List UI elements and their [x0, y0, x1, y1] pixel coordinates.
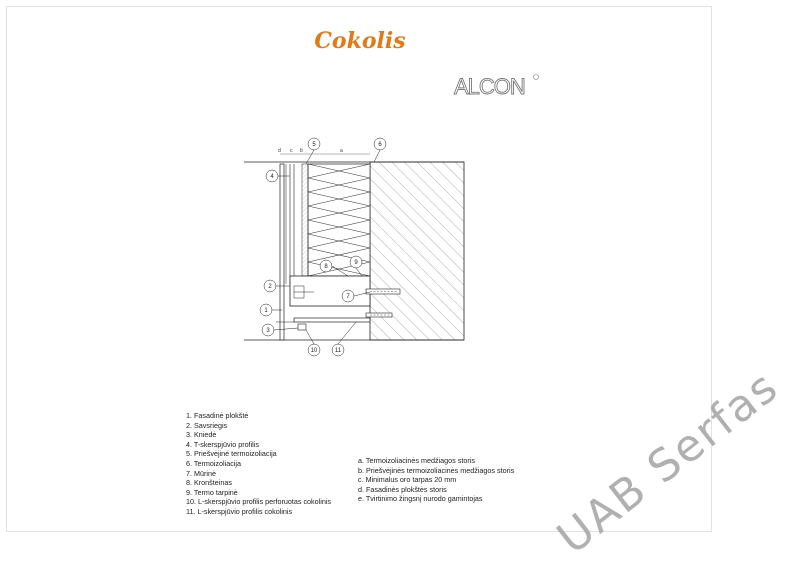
facade-panel: [280, 164, 284, 340]
legend-item: 7. Mūrinė: [186, 468, 216, 478]
bracket: [290, 276, 370, 306]
legend-item: b. Priešvėjinės termoizoliacinės medžiagos storis: [358, 465, 515, 475]
windproof-layer: [302, 164, 308, 276]
callout-1: 1: [264, 308, 268, 315]
dim-label-d: d: [278, 148, 281, 154]
alcon-logo: [452, 72, 542, 100]
legend-item: 8. Kronšteinas: [186, 478, 232, 488]
callout-7: 7: [346, 294, 350, 301]
legend-item: 6. Termoizoliacija: [186, 458, 241, 468]
callout-3: 3: [266, 328, 270, 335]
legend-item: c. Minimalus oro tarpas 20 mm: [358, 475, 457, 485]
dim-label-c: c: [290, 148, 293, 154]
watermark-text: UAB Serfas: [548, 360, 788, 564]
legend-components: [186, 411, 331, 517]
callout-10: 10: [310, 348, 318, 355]
legend-item: 9. Termo tarpinė: [186, 487, 238, 497]
l-profile-perforated: [294, 318, 370, 322]
callout-11: 11: [334, 348, 342, 355]
callout-8: 8: [324, 264, 328, 271]
legend-item: a. Termoizoliacinės medžiagos storis: [358, 456, 475, 465]
legend-item: e. Tvirtinimo žingsnį nurodo gamintojas: [358, 494, 483, 504]
legend-item: 10. L-skerspjūvio profilis perforuotas cokolinis: [186, 497, 332, 507]
logo-text: ALCON: [454, 74, 525, 99]
callout-4: 4: [270, 174, 274, 181]
legend-item: 1. Fasadinė plokštė: [186, 411, 249, 420]
callout-5: 5: [312, 142, 316, 149]
legend-item: 5. Priešvėjinė termoizoliacija: [186, 449, 277, 459]
legend-item: 4. T-skerspjūvio profilis: [186, 439, 259, 449]
legend-dimensions: [358, 456, 514, 504]
legend-item: d. Fasadinės plokštės storis: [358, 484, 447, 494]
l-profile: [298, 324, 306, 330]
callout-6: 6: [378, 142, 382, 149]
legend-item: 3. Kniedė: [186, 430, 217, 440]
callout-2: 2: [268, 284, 272, 291]
dim-label-b: b: [300, 148, 303, 154]
legend-item: 11. L-skerspjūvio profilis cokolinis: [186, 506, 293, 516]
page-title: Cokolis: [314, 28, 406, 54]
legend-item: 2. Savsriegis: [186, 420, 228, 430]
callout-9: 9: [354, 260, 358, 267]
cokolis-section-drawing: [236, 134, 468, 360]
dim-label-a: a: [340, 148, 343, 154]
